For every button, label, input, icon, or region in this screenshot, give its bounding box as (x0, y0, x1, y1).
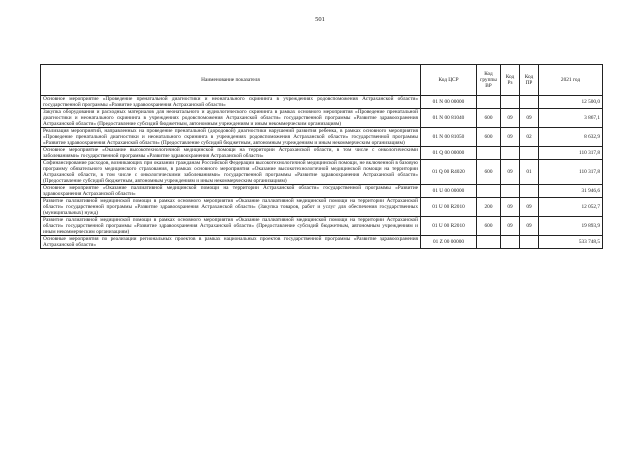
row-rz-code: 09 (501, 128, 520, 147)
table-row (41, 236, 603, 249)
row-pr-code: 02 (520, 128, 539, 147)
row-amount-2021: 110 317,8 (539, 147, 603, 160)
header-pr-code: Код ПР (520, 65, 539, 96)
row-vr-code: 600 (477, 128, 501, 147)
row-vr-code: 600 (477, 217, 501, 236)
row-amount-2021: 31 946,6 (539, 185, 603, 198)
row-rz-code (501, 147, 520, 160)
row-vr-code (477, 185, 501, 198)
row-rz-code: 09 (501, 198, 520, 217)
header-csr-code: Код ЦСР (421, 65, 477, 96)
table-row (41, 96, 603, 109)
table-row (41, 198, 603, 217)
row-csr-code: 01 Q 00 00000 (421, 147, 477, 160)
row-indicator-name: Основное мероприятие «Проведение пренатальной диагностики и неонатального скрининга в учреждениях родовспоможения Астраханской области» государственной программы «Развитие здравоохранения Астраханской области» (41, 96, 421, 109)
row-pr-code (520, 96, 539, 109)
row-vr-code (477, 147, 501, 160)
row-vr-code (477, 96, 501, 109)
row-rz-code: 09 (501, 217, 520, 236)
row-csr-code: 01 U 00 R2010 (421, 198, 477, 217)
table-row (41, 109, 603, 128)
row-pr-code: 09 (520, 109, 539, 128)
page-number: 501 (315, 16, 325, 23)
row-rz-code (501, 185, 520, 198)
row-indicator-name: Развитие паллиативной медицинской помощи в рамках основного мероприятия «Оказание паллиативной медицинской помощи на территории Астраханской области» государственной программы «Развитие здравоохранения Астраханской области» (Предоставление субсидий бюджетным, автономным учреждениям и иным некоммерческим организациям) (41, 217, 421, 236)
table-row (41, 147, 603, 160)
header-vr-code: Код группы ВР (477, 65, 501, 96)
row-csr-code: 01 U 00 R2010 (421, 217, 477, 236)
header-rz-code: Код Рз (501, 65, 520, 96)
row-amount-2021: 12 052,7 (539, 198, 603, 217)
row-indicator-name: Софинансирование расходов, возникающих при оказании гражданам Российской Федерации высокотехнологичной медицинской помощи, не включенной в базовую программу обязательного медицинского страхования, в рамках основного мероприятия «Оказание высокотехнологичной медицинской помощи на территории Астраханской области, в том числе с онкологическими заболеваниями» государственной программы «Развитие здравоохранения Астраханской области» (Предоставление субсидий бюджетным, автономным учреждениям и иным некоммерческим организациям) (41, 160, 421, 185)
row-amount-2021: 533 748,5 (539, 236, 603, 249)
row-csr-code: 01 Q 00 R4020 (421, 160, 477, 185)
header-indicator-name: Наименование показателя (41, 65, 421, 96)
row-pr-code: 09 (520, 198, 539, 217)
row-rz-code (501, 96, 520, 109)
row-amount-2021: 3 867,1 (539, 109, 603, 128)
header-year-2021: 2021 год (539, 65, 603, 96)
row-rz-code: 09 (501, 109, 520, 128)
row-vr-code: 600 (477, 160, 501, 185)
row-vr-code: 200 (477, 198, 501, 217)
table-row (41, 128, 603, 147)
row-indicator-name: Реализация мероприятий, направленных на проведение пренатальной (дородовой) диагностики нарушений развития ребенка, в рамках основного мероприятия «Проведение пренатальной диагностики и неонатального скрининга в учреждениях родовспоможения Астраханской области» государственной программы «Развитие здравоохранения Астраханской области» (Предоставление субсидий бюджетным, автономным учреждениям и иным некоммерческим организациям) (41, 128, 421, 147)
row-indicator-name: Основное мероприятие «Оказание высокотехнологичной медицинской помощи на территории Астраханской области, в том числе с онкологическими заболеваниями» государственной программы «Развитие здравоохранения Астраханской области» (41, 147, 421, 160)
row-amount-2021: 12 500,0 (539, 96, 603, 109)
row-pr-code: 09 (520, 217, 539, 236)
row-pr-code (520, 147, 539, 160)
row-indicator-name: Развитие паллиативной медицинской помощи в рамках основного мероприятия «Оказание паллиативной медицинской помощи на территории Астраханской области» государственной программы «Развитие здравоохранения Астраханской области» (Закупка товаров, работ и услуг для обеспечения государственных (муниципальных) нужд) (41, 198, 421, 217)
row-vr-code (477, 236, 501, 249)
table-row (41, 217, 603, 236)
row-amount-2021: 110 317,8 (539, 160, 603, 185)
row-indicator-name: Основные мероприятия по реализации региональных проектов в рамках национальных проектов государственной программы «Развитие здравоохранения Астраханской области» (41, 236, 421, 249)
row-vr-code: 600 (477, 109, 501, 128)
table-header-row (41, 65, 603, 96)
row-pr-code (520, 185, 539, 198)
row-amount-2021: 19 893,9 (539, 217, 603, 236)
row-rz-code: 09 (501, 160, 520, 185)
row-indicator-name: Основное мероприятие «Оказание паллиативной медицинской помощи на территории Астраханской области» государственной программы «Развитие здравоохранения Астраханской области» (41, 185, 421, 198)
row-pr-code: 01 (520, 160, 539, 185)
row-amount-2021: 8 632,9 (539, 128, 603, 147)
row-pr-code (520, 236, 539, 249)
row-csr-code: 01 N 00 81040 (421, 109, 477, 128)
row-csr-code: 01 N 00 00000 (421, 96, 477, 109)
table-body (41, 96, 603, 249)
table-row (41, 160, 603, 185)
row-rz-code (501, 236, 520, 249)
table-row (41, 185, 603, 198)
budget-table (40, 64, 603, 249)
row-csr-code: 01 Z 00 00000 (421, 236, 477, 249)
row-csr-code: 01 U 00 00000 (421, 185, 477, 198)
row-indicator-name: Закупка оборудования и расходных материалов для неонатального и аудиологического скрининга в рамках основного мероприятия «Проведение пренатальной диагностики и неонатального скрининга в учреждениях родовспоможения Астраханской области» государственной программы «Развитие здравоохранения Астраханской области» (Предоставление субсидий бюджетным, автономным учреждениям и иным некоммерческим организациям) (41, 109, 421, 128)
row-csr-code: 01 N 00 81050 (421, 128, 477, 147)
